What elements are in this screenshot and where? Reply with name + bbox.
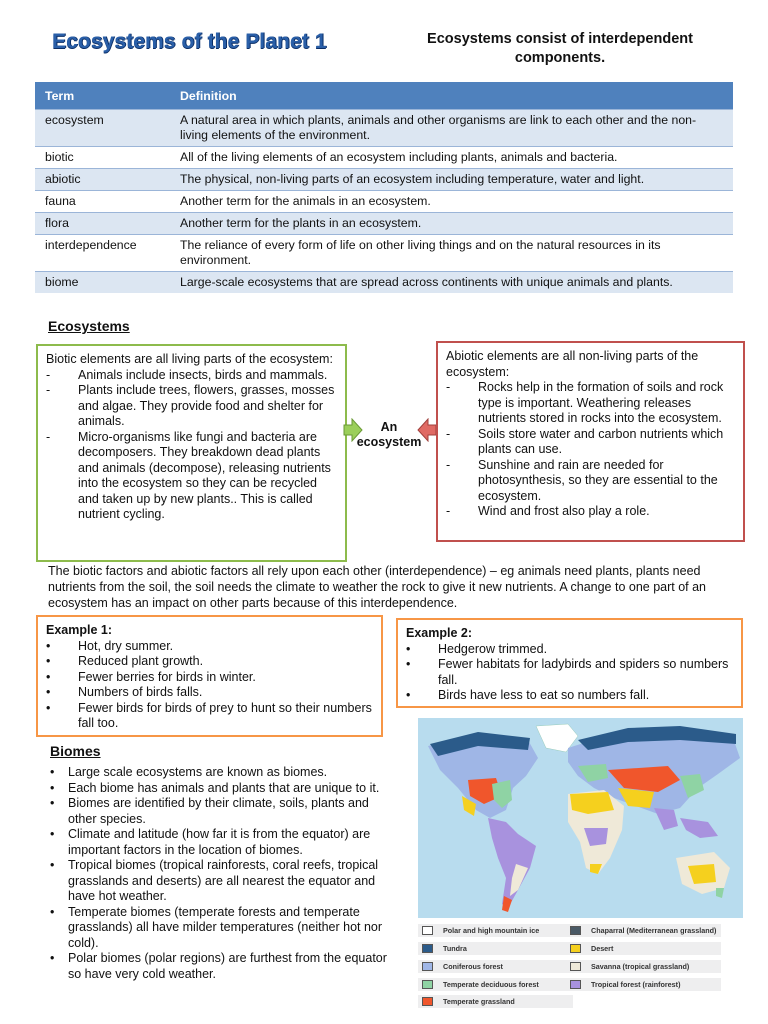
- world-biome-map: [418, 718, 743, 918]
- biotic-list: [46, 368, 337, 523]
- example-1-title: Example 1:: [46, 623, 113, 637]
- example-1-list: [46, 639, 373, 732]
- term-column-header: Term: [35, 82, 170, 110]
- list-item: - Rocks help in the formation of soils and rock type is important. Weathering releases nutrients stored in rocks into the ecosystem.: [446, 380, 724, 425]
- list-item: • Fewer habitats for ladybirds and spiders so numbers fall.: [406, 657, 729, 687]
- legend-swatch: [570, 926, 581, 935]
- example-2-title: Example 2:: [406, 626, 473, 640]
- table-row: [35, 235, 733, 272]
- abiotic-box: [436, 341, 745, 542]
- ecosystem-center-label: An ecosystem: [356, 420, 422, 449]
- ecosystems-heading: Ecosystems: [48, 318, 130, 334]
- legend-item: Savanna (tropical grassland): [566, 960, 721, 973]
- list-item: • Tropical biomes (tropical rainforests, coral reefs, tropical grasslands and deserts) are all nearest the equator and have hot weather.: [50, 858, 379, 903]
- table-row: [35, 272, 733, 294]
- legend-item: Chaparral (Mediterranean grassland): [566, 924, 721, 937]
- legend-swatch: [570, 944, 581, 953]
- list-item: - Animals include insects, birds and mammals.: [46, 367, 328, 382]
- definition-cell: Large-scale ecosystems that are spread across continents with unique animals and plants.: [170, 272, 733, 294]
- abiotic-list: [446, 380, 735, 520]
- term-cell: fauna: [35, 191, 170, 213]
- biomes-list: [48, 765, 398, 982]
- table-header-row: [35, 82, 733, 110]
- definition-cell: A natural area in which plants, animals and other organisms are link to each other and the non-living elements of the environment.: [170, 110, 733, 147]
- biotic-intro: Biotic elements are all living parts of the ecosystem:: [46, 352, 333, 366]
- list-item: • Hedgerow trimmed.: [406, 641, 548, 656]
- biomes-heading: Biomes: [50, 743, 101, 759]
- list-item: - Sunshine and rain are needed for photosynthesis, so they are essential to the ecosystem.: [446, 457, 718, 503]
- legend-swatch: [422, 926, 433, 935]
- list-item: - Micro-organisms like fungi and bacteria are decomposers. They breakdown dead plants and animals (decompose), releasing nutrients into the ecosystem so they can be recycled and taken up by new plants.. This is called nutrient cycling.: [46, 429, 331, 521]
- list-item: • Fewer birds for birds of prey to hunt so their numbers fall too.: [46, 700, 372, 730]
- term-cell: ecosystem: [35, 110, 170, 147]
- legend-item: Polar and high mountain ice: [418, 924, 573, 937]
- list-item: • Climate and latitude (how far it is from the equator) are important factors in the location of biomes.: [50, 827, 371, 857]
- example-1-box: [36, 615, 383, 737]
- abiotic-intro: Abiotic elements are all non-living parts of the ecosystem:: [446, 349, 699, 379]
- legend-swatch: [422, 997, 433, 1006]
- example-2-box: [396, 618, 743, 708]
- list-item: • Large scale ecosystems are known as biomes.: [50, 765, 328, 779]
- definition-cell: The reliance of every form of life on other living things and on the natural resources in its environment.: [170, 235, 733, 272]
- example-2-list: [406, 642, 733, 704]
- list-item: • Birds have less to eat so numbers fall.: [406, 688, 650, 702]
- interdependence-paragraph: The biotic factors and abiotic factors all rely upon each other (interdependence) – eg animals need plants, plants need nutrients from the soil, the soil needs the climate to weather the rock to give it new nutrients. A change to one part of an ecosystem has an impact on other parts because of this interdependence.: [48, 564, 707, 610]
- term-cell: biotic: [35, 147, 170, 169]
- definition-column-header: Definition: [170, 82, 733, 110]
- legend-swatch: [422, 962, 433, 971]
- term-cell: biome: [35, 272, 170, 294]
- definition-cell: Another term for the animals in an ecosystem.: [170, 191, 733, 213]
- table-row: [35, 169, 733, 191]
- table-row: [35, 147, 733, 169]
- table-row: [35, 213, 733, 235]
- term-cell: interdependence: [35, 235, 170, 272]
- list-item: • Hot, dry summer.: [46, 638, 174, 653]
- legend-item: Desert: [566, 942, 721, 955]
- definition-cell: All of the living elements of an ecosystem including plants, animals and bacteria.: [170, 147, 733, 169]
- list-item: - Plants include trees, flowers, grasses, mosses and algae. They provide food and shelter for animals.: [46, 383, 335, 428]
- legend-swatch: [422, 944, 433, 953]
- list-item: • Polar biomes (polar regions) are furthest from the equator so have very cold weather.: [50, 951, 387, 981]
- list-item: • Each biome has animals and plants that are unique to it.: [50, 780, 380, 795]
- legend-swatch: [570, 962, 581, 971]
- term-cell: flora: [35, 213, 170, 235]
- page-title: Ecosystems of the Planet 1: [52, 30, 327, 53]
- definition-cell: Another term for the plants in an ecosystem.: [170, 213, 733, 235]
- biotic-box: [36, 344, 347, 562]
- page-subtitle: Ecosystems consist of interdependent components.: [427, 31, 693, 66]
- list-item: • Reduced plant growth.: [46, 654, 204, 668]
- list-item: • Biomes are identified by their climate, soils, plants and other species.: [50, 796, 369, 826]
- list-item: - Wind and frost also play a role.: [446, 504, 650, 518]
- legend-item: Temperate deciduous forest: [418, 978, 573, 991]
- terms-table: [35, 82, 733, 293]
- list-item: • Fewer berries for birds in winter.: [46, 669, 256, 684]
- table-row: [35, 110, 733, 147]
- legend-item: Temperate grassland: [418, 995, 573, 1008]
- list-item: - Soils store water and carbon nutrients which plants can use.: [446, 426, 724, 456]
- legend-item: Coniferous forest: [418, 960, 573, 973]
- legend-item: Tundra: [418, 942, 573, 955]
- list-item: • Temperate biomes (temperate forests and temperate grasslands) all have milder temperatures (neither hot nor cold).: [50, 904, 383, 950]
- legend-item: Tropical forest (rainforest): [566, 978, 721, 991]
- legend-swatch: [570, 980, 581, 989]
- table-row: [35, 191, 733, 213]
- term-cell: abiotic: [35, 169, 170, 191]
- definition-cell: The physical, non-living parts of an ecosystem including temperature, water and light.: [170, 169, 733, 191]
- list-item: • Numbers of birds falls.: [46, 685, 203, 699]
- legend-swatch: [422, 980, 433, 989]
